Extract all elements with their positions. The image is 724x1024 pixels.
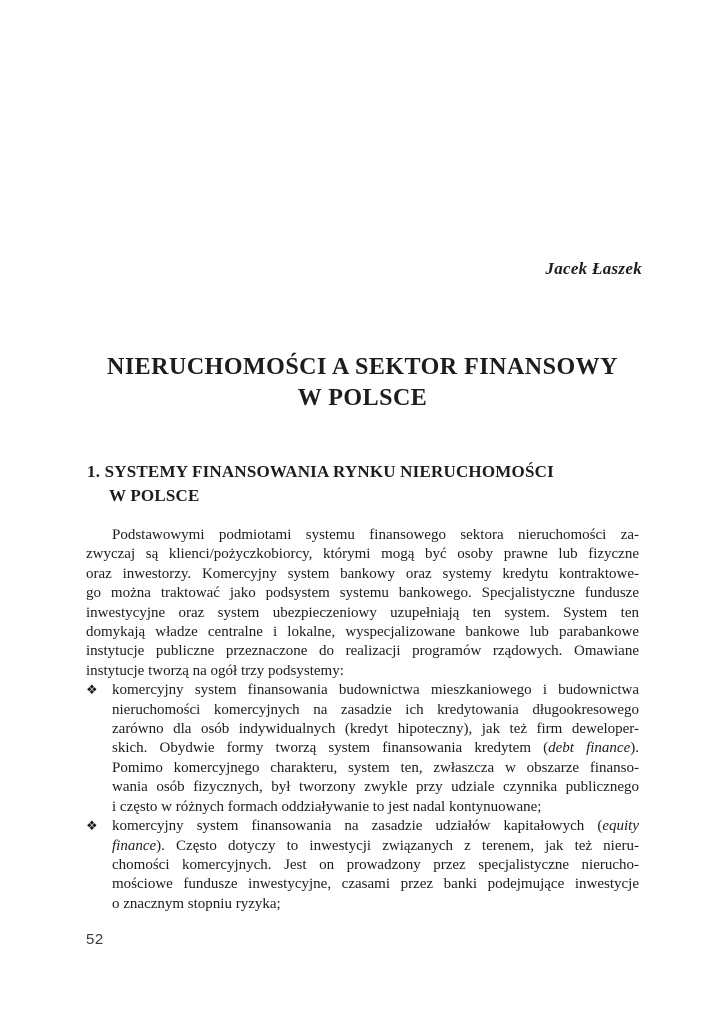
paragraph-intro: Podstawowymi podmiotami systemu finansowego sektora nieruchomości za- zwyczaj są klienci/pożyczkobiorcy, którymi mogą być osoby prawne lub fizyczne oraz inwestorzy. Komercyjny system bankowy oraz systemy kredytu kontraktowe- go można traktować jako podsystem systemu bankowego. Specjalistyczne fundusze inwestycyjne oraz system ubezpieczeniowy uzupełniają ten system. System ten domykają władze centralne i lokalne, wyspecjalizowane bankowe lub parabankowe instytucje publiczne przeznaczone do realizacji programów rządowych. Omawiane instytucje tworzą na ogół trzy podsystemy: [86, 527, 639, 679]
body-text [86, 526, 639, 914]
bullet-text: komercyjny system finansowania budownictwa mieszkaniowego i budownictwa nieruchomości komercyjnych na zasadzie ich kredytowania długookresowego zarówno dla osób indywidualnych (kredyt hipoteczny), jak też firm deweloper- skich. Obydwie formy tworzą system finansowania kredytem (debt finance). Pomimo komercyjnego charakteru, system ten, zwłaszcza w obszarze finanso- wania osób fizycznych, był tworzony zwykle przy udziale czynnika publicznego i często w różnych formach oddziaływanie to jest nadal kontynuowane; [112, 682, 639, 815]
page-number: 52 [86, 931, 104, 948]
bullet-item-debt-finance [86, 681, 639, 817]
page-title-line1: NIERUCHOMOŚCI A SEKTOR FINANSOWY [107, 354, 618, 380]
page-title [86, 352, 639, 414]
author-name: Jacek Łaszek [545, 259, 642, 278]
bullet-item-equity-finance [86, 817, 639, 914]
page-title-line2: W POLSCE [297, 385, 428, 411]
bullet-text: komercyjny system finansowania na zasadzie udziałów kapitałowych (equity finance). Często dotyczy to inwestycji związanych z terenem, jak też nieru- chomości komercyjnych. Jest on prowadzony przez specjalistyczne nierucho- mościowe fundusze inwestycyjne, czasami przez banki podejmujące inwestycje o znacznym stopniu ryzyka; [112, 818, 639, 912]
section-heading-line2: W POLSCE [109, 486, 200, 505]
section-heading-line1: 1. SYSTEMY FINANSOWANIA RYNKU NIERUCHOMOŚCI [87, 462, 554, 481]
section-heading [87, 460, 640, 508]
bullet-diamond-icon: ❖ [86, 819, 98, 835]
bullet-diamond-icon: ❖ [86, 683, 98, 699]
